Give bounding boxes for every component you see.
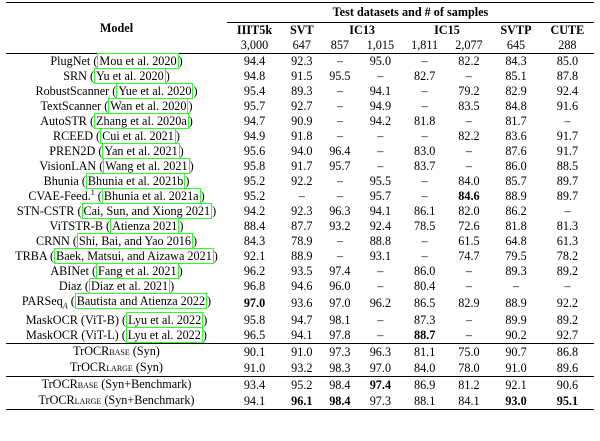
citation-link[interactable]: Yan et al. 2021 — [104, 144, 178, 158]
score-cell: – — [564, 279, 571, 293]
citation-link[interactable]: Cai, Sun, and Xiong 2021 — [83, 204, 211, 218]
model-label: TrOCR — [41, 377, 78, 392]
score-cell: – — [336, 129, 343, 143]
score-cell: 86.0 — [413, 264, 436, 278]
model-name: PlugNet ( Mou et al. 2020 ) — [50, 54, 183, 68]
score-cell: 92.1 — [243, 249, 266, 263]
score-cell: 61.3 — [556, 234, 579, 248]
score-cell: 92.2 — [291, 174, 313, 188]
model-size: BASE — [77, 381, 99, 391]
score-cell: 75.0 — [447, 344, 492, 361]
score-cell: 96.0 — [329, 279, 351, 293]
score-cell: – — [465, 114, 472, 128]
score-cell: 78.2 — [556, 249, 579, 263]
score-cell: 91.8 — [291, 129, 313, 143]
model-name: MaskOCR (ViT-L) ( Lyu et al. 2022 ) — [26, 328, 207, 343]
score-cell: 89.2 — [556, 264, 579, 278]
sample-count: 2,077 — [447, 38, 492, 54]
score-cell: – — [421, 84, 428, 98]
score-cell: 94.1 — [291, 328, 313, 343]
model-label: MaskOCR (ViT-L) — [26, 328, 119, 343]
model-name: CVAE-Feed.$^1$ ( Bhunia et al. 2021a ) — [28, 187, 205, 203]
score-cell: 97.3 — [322, 344, 358, 361]
footnote-mark: 1 — [90, 187, 95, 197]
dataset-header: SVTP — [500, 23, 532, 37]
score-cell: 93.1 — [369, 249, 392, 263]
score-cell: 89.7 — [556, 174, 579, 188]
score-cell: 94.0 — [291, 144, 313, 158]
score-cell: 94.7 — [243, 114, 266, 128]
table-row — [6, 204, 594, 219]
dataset-header: CUTE — [550, 23, 585, 37]
table-row — [6, 393, 594, 410]
table-row — [6, 234, 594, 249]
model-name: TRBA ( Baek, Matsui, and Aizawa 2021 ) — [15, 249, 218, 263]
sample-count: 1,015 — [358, 38, 403, 54]
score-cell: 91.6 — [556, 99, 579, 113]
score-cell: 95.1 — [541, 393, 594, 410]
score-cell: 91.7 — [556, 144, 579, 158]
model-label: Diaz — [58, 279, 82, 293]
score-cell: 98.1 — [329, 313, 351, 328]
score-cell: 88.9 — [505, 189, 527, 203]
score-cell: 95.2 — [243, 174, 266, 188]
score-cell: 83.5 — [458, 99, 480, 113]
score-cell: – — [421, 174, 428, 188]
score-cell: 81.2 — [447, 377, 492, 394]
score-cell: 94.9 — [243, 129, 266, 143]
score-cell: – — [336, 234, 343, 248]
score-cell: – — [336, 99, 343, 113]
score-cell: 90.6 — [541, 377, 594, 394]
score-cell: 95.2 — [282, 377, 322, 394]
score-cell: 83.6 — [505, 129, 527, 143]
score-cell: 87.7 — [291, 219, 313, 233]
score-cell: – — [377, 279, 384, 293]
table-row — [6, 219, 594, 234]
model-name: CRNN ( Shi, Bai, and Yao 2016 ) — [35, 234, 198, 248]
sample-count: 288 — [541, 38, 594, 54]
model-name: STN-CSTR ( Cai, Sun, and Xiong 2021 ) — [16, 204, 217, 218]
score-cell: 97.4 — [329, 264, 351, 278]
model-size: LARGE — [74, 397, 102, 407]
score-cell: 90.2 — [505, 328, 527, 343]
score-cell: 89.3 — [505, 264, 527, 278]
model-label: PARSeq — [21, 294, 63, 308]
model-label: TrOCR — [38, 393, 75, 408]
score-cell: 91.0 — [505, 360, 527, 375]
score-cell: 82.7 — [413, 69, 436, 83]
score-cell: – — [421, 234, 428, 248]
score-cell: – — [564, 204, 571, 218]
score-cell: – — [421, 54, 428, 68]
score-cell: 96.8 — [243, 279, 266, 293]
score-cell: 89.2 — [556, 313, 579, 328]
table-row — [6, 159, 594, 174]
score-cell: 95.2 — [243, 189, 266, 203]
score-cell: 98.4 — [322, 393, 358, 410]
model-name: TextScanner ( Wan et al. 2020 ) — [40, 99, 193, 113]
model-label: PlugNet — [50, 54, 91, 68]
score-cell: 89.6 — [556, 360, 579, 375]
score-cell: – — [465, 328, 472, 343]
score-cell: 94.9 — [369, 99, 392, 113]
score-cell: 72.6 — [458, 219, 480, 233]
model-name: PREN2D ( Yan et al. 2021 ) — [49, 144, 184, 158]
score-cell: 94.4 — [243, 54, 266, 68]
score-cell: 98.4 — [322, 377, 358, 394]
model-name: Diaz ( Diaz et al. 2021 ) — [58, 279, 175, 293]
score-cell: 82.9 — [505, 84, 527, 98]
score-cell: 84.1 — [447, 393, 492, 410]
model-suffix: (Syn) — [132, 360, 163, 375]
score-cell: 86.1 — [413, 204, 436, 218]
score-cell: 93.5 — [291, 264, 313, 278]
score-cell: 95.7 — [369, 189, 392, 203]
score-cell: 93.2 — [329, 219, 351, 233]
model-label: CVAE-Feed. — [28, 189, 91, 203]
citation-link[interactable]: Bautista and Atienza 2022 — [76, 294, 206, 308]
score-cell: 89.3 — [291, 84, 313, 98]
model-name: ViTSTR-B ( Atienza 2021 ) — [49, 219, 184, 233]
score-cell: 86.9 — [403, 377, 447, 394]
score-cell: 96.3 — [329, 204, 351, 218]
score-cell: 81.8 — [505, 219, 527, 233]
model-name — [6, 360, 227, 377]
score-cell: 93.6 — [291, 296, 313, 311]
score-cell: 95.4 — [243, 84, 266, 98]
score-cell: 82.2 — [458, 129, 480, 143]
table-row — [6, 279, 594, 294]
model-name — [6, 377, 227, 394]
score-cell: 91.7 — [291, 159, 313, 173]
model-suffix: (Syn) — [129, 344, 160, 359]
score-cell: 85.1 — [505, 69, 527, 83]
score-cell: 78.9 — [291, 234, 313, 248]
results-table — [6, 2, 594, 410]
score-cell: – — [336, 249, 343, 263]
score-cell: – — [465, 144, 472, 158]
table-row — [6, 114, 594, 129]
model-name: Bhunia ( Bhunia et al. 2021b ) — [43, 174, 190, 188]
model-suffix: (Syn+Benchmark) — [101, 393, 195, 408]
model-label: TrOCR — [73, 344, 110, 359]
score-cell: – — [336, 54, 343, 68]
sample-count: 857 — [322, 38, 358, 54]
table-row — [6, 294, 594, 313]
score-cell: 88.9 — [505, 296, 527, 311]
score-cell: 92.1 — [491, 377, 541, 394]
model-label: AutoSTR — [40, 114, 87, 128]
sample-count: 645 — [491, 38, 541, 54]
score-cell: – — [377, 159, 384, 173]
score-cell: 89.7 — [556, 189, 579, 203]
score-cell: 87.6 — [505, 144, 527, 158]
model-label: ViTSTR-B — [49, 219, 103, 233]
score-cell: 90.7 — [491, 344, 541, 361]
sample-count: 1,811 — [403, 38, 447, 54]
score-cell: 93.2 — [291, 360, 313, 375]
score-cell: 97.8 — [329, 328, 351, 343]
dataset-header: IIIT5k — [236, 23, 273, 37]
score-cell: – — [421, 189, 428, 203]
dataset-header: IC13 — [349, 23, 376, 37]
score-cell: 95.8 — [243, 313, 266, 328]
score-cell: – — [336, 84, 343, 98]
score-cell: 88.7 — [413, 328, 436, 343]
table-row — [6, 69, 594, 84]
table-row — [6, 129, 594, 144]
score-cell: 94.1 — [227, 393, 282, 410]
score-cell: 81.7 — [505, 114, 527, 128]
model-column-header: Model — [6, 3, 227, 54]
score-cell: – — [421, 249, 428, 263]
score-cell: 88.4 — [243, 219, 266, 233]
score-cell: 89.9 — [505, 313, 527, 328]
score-cell: 81.8 — [413, 114, 436, 128]
score-cell: 92.4 — [369, 219, 392, 233]
citation-link[interactable]: Zhang et al. 2020a — [96, 114, 187, 128]
score-cell: 97.3 — [358, 393, 403, 410]
score-cell: 83.7 — [413, 159, 436, 173]
score-cell: 96.2 — [243, 264, 266, 278]
model-label: RCEED — [53, 129, 93, 143]
score-cell: 87.3 — [413, 313, 436, 328]
table-row — [6, 313, 594, 328]
score-cell: 94.7 — [291, 313, 313, 328]
score-cell: – — [465, 264, 472, 278]
score-cell: – — [421, 129, 428, 143]
score-cell: 92.7 — [556, 328, 579, 343]
model-name: ABINet ( Fang et al. 2021 ) — [50, 264, 183, 278]
score-cell: 96.4 — [329, 144, 351, 158]
score-cell: 94.1 — [369, 84, 392, 98]
score-cell: 82.9 — [458, 296, 480, 311]
table-row — [6, 189, 594, 204]
table-row — [6, 174, 594, 189]
score-cell: 84.3 — [243, 234, 266, 248]
score-cell: – — [377, 328, 384, 343]
group-title: Test datasets and # of samples — [227, 3, 594, 23]
table-row — [6, 344, 594, 361]
model-label: SRN — [63, 69, 87, 83]
table-row — [6, 54, 594, 70]
citation-link[interactable]: Shi, Bai, and Yao 2016 — [78, 234, 191, 248]
score-cell: 92.3 — [291, 204, 313, 218]
score-cell: 88.5 — [556, 159, 579, 173]
model-name: RobustScanner ( Yue et al. 2020 ) — [35, 84, 198, 98]
table-row — [6, 377, 594, 394]
score-cell: 84.0 — [413, 360, 436, 375]
score-cell: 95.7 — [329, 159, 351, 173]
score-cell: 86.2 — [505, 204, 527, 218]
score-cell: 93.4 — [227, 377, 282, 394]
model-suffix: (Syn+Benchmark) — [98, 377, 192, 392]
score-cell: 93.0 — [491, 393, 541, 410]
model-label: MaskOCR (ViT-B) — [25, 313, 119, 328]
score-cell: 80.4 — [413, 279, 436, 293]
score-cell: 95.5 — [329, 69, 351, 83]
score-cell: 85.7 — [505, 174, 527, 188]
score-cell: 94.8 — [243, 69, 266, 83]
model-label: RobustScanner — [35, 84, 110, 98]
model-label: STN-CSTR — [16, 204, 75, 218]
score-cell: 92.4 — [556, 84, 579, 98]
score-cell: 84.6 — [458, 189, 480, 203]
citation-link[interactable]: Bhunia et al. 2021b — [87, 174, 184, 188]
score-cell: 79.5 — [505, 249, 527, 263]
score-cell: 78.0 — [458, 360, 480, 375]
score-cell: 96.5 — [243, 328, 266, 343]
score-cell: 84.0 — [458, 174, 480, 188]
score-cell: 79.2 — [458, 84, 480, 98]
score-cell: – — [298, 189, 305, 203]
score-cell: 92.3 — [291, 54, 313, 68]
citation-link[interactable]: Lyu et al. 2022 — [128, 313, 202, 328]
score-cell: – — [512, 279, 520, 293]
citation-link[interactable]: Fang et al. 2021 — [98, 264, 177, 278]
score-cell: 94.2 — [243, 204, 266, 218]
score-cell: 96.3 — [358, 344, 403, 361]
score-cell: 81.1 — [403, 344, 447, 361]
score-cell: – — [377, 313, 384, 328]
score-cell: 86.0 — [505, 159, 527, 173]
score-cell: – — [336, 189, 343, 203]
score-cell: 95.0 — [369, 54, 392, 68]
score-cell: 94.1 — [369, 204, 392, 218]
citation-link[interactable]: Baek, Matsui, and Aizawa 2021 — [56, 249, 212, 263]
score-cell: – — [465, 69, 472, 83]
dataset-header: IC15 — [434, 23, 460, 37]
score-cell: – — [336, 174, 343, 188]
score-cell: 91.0 — [282, 344, 322, 361]
score-cell: 90.1 — [227, 344, 282, 361]
dataset-header: SVT — [289, 23, 314, 37]
score-cell: – — [336, 114, 343, 128]
score-cell: 96.2 — [369, 296, 392, 311]
score-cell: – — [421, 99, 428, 113]
score-cell: 78.5 — [413, 219, 436, 233]
score-cell: 74.7 — [458, 249, 480, 263]
table-row — [6, 84, 594, 99]
model-label: TRBA — [15, 249, 47, 263]
table-row — [6, 360, 594, 377]
score-cell: 88.1 — [403, 393, 447, 410]
score-cell: – — [377, 69, 384, 83]
score-cell: 94.6 — [291, 279, 313, 293]
score-cell: – — [465, 313, 472, 328]
score-cell: 88.8 — [369, 234, 392, 248]
score-cell: – — [377, 264, 384, 278]
score-cell: 90.9 — [291, 114, 313, 128]
model-name — [6, 393, 227, 410]
table-row — [6, 264, 594, 279]
citation-link[interactable]: Yu et al. 2020 — [96, 69, 164, 83]
score-cell: 91.7 — [556, 129, 579, 143]
score-cell: 86.5 — [413, 296, 436, 311]
score-cell: 83.0 — [413, 144, 436, 158]
model-size: LARGE — [106, 364, 133, 374]
score-cell: 92.2 — [556, 296, 579, 311]
score-cell: 84.3 — [505, 54, 527, 68]
score-cell: 82.2 — [458, 54, 480, 68]
citation-link[interactable]: Mou et al. 2020 — [99, 54, 177, 68]
model-label: CRNN — [35, 234, 70, 248]
sample-count: 647 — [282, 38, 322, 54]
score-cell: 97.4 — [358, 377, 403, 394]
score-cell: 95.7 — [243, 99, 266, 113]
model-name: PARSeq$_A$ ( Bautista and Atienza 2022 ) — [21, 294, 212, 311]
score-cell: 95.8 — [243, 159, 266, 173]
score-cell: – — [377, 129, 384, 143]
citation-link[interactable]: Bhunia et al. 2021a — [103, 189, 199, 203]
score-cell: – — [564, 114, 571, 128]
citation-link[interactable]: Atienza 2021 — [112, 219, 178, 233]
model-name: AutoSTR ( Zhang et al. 2020a ) — [40, 114, 193, 128]
model-label: PREN2D — [49, 144, 96, 158]
score-cell: 88.9 — [291, 249, 313, 263]
score-cell: – — [465, 279, 472, 293]
citation-link[interactable]: Wan et al. 2020 — [110, 99, 187, 113]
citation-link[interactable]: Wang et al. 2021 — [105, 159, 188, 173]
table-row — [6, 249, 594, 264]
score-cell: – — [465, 159, 472, 173]
score-cell: 91.5 — [291, 69, 313, 83]
citation-link[interactable]: Lyu et al. 2022 — [127, 328, 201, 343]
model-name: SRN ( Yu et al. 2020 ) — [63, 69, 170, 83]
citation-link[interactable]: Cui et al. 2021 — [102, 129, 174, 143]
score-cell: 81.3 — [556, 219, 579, 233]
score-cell: 84.8 — [505, 99, 527, 113]
model-name: RCEED ( Cui et al. 2021 ) — [53, 129, 180, 143]
model-label: ABINet — [50, 264, 89, 278]
score-cell: 98.3 — [329, 360, 351, 375]
model-label: TrOCR — [70, 360, 107, 375]
score-cell: 95.6 — [243, 144, 266, 158]
score-cell: 92.7 — [291, 99, 313, 113]
score-cell: 86.8 — [541, 344, 594, 361]
model-name — [6, 344, 227, 361]
model-label: Bhunia — [43, 174, 79, 188]
score-cell: 87.8 — [556, 69, 579, 83]
score-cell: 61.5 — [458, 234, 480, 248]
model-label: TextScanner — [40, 99, 102, 113]
score-cell: 94.2 — [369, 114, 392, 128]
score-cell: 64.8 — [505, 234, 527, 248]
score-cell: 82.0 — [458, 204, 480, 218]
score-cell: – — [377, 144, 384, 158]
score-cell: 85.0 — [556, 54, 579, 68]
score-cell: 95.5 — [369, 174, 392, 188]
table-row — [6, 328, 594, 344]
model-size: BASE — [109, 348, 130, 358]
table-row — [6, 99, 594, 114]
model-name: VisionLAN ( Wang et al. 2021 ) — [39, 159, 194, 173]
model-name: MaskOCR (ViT-B) ( Lyu et al. 2022 ) — [25, 313, 208, 328]
score-cell: 97.0 — [329, 296, 351, 311]
sample-count: 3,000 — [227, 38, 282, 54]
score-cell: 97.0 — [369, 360, 392, 375]
citation-link[interactable]: Diaz et al. 2021 — [90, 279, 169, 293]
score-cell: 97.0 — [243, 296, 266, 311]
model-label: VisionLAN — [39, 159, 97, 173]
citation-link[interactable]: Yue et al. 2020 — [118, 84, 192, 98]
score-cell: 91.0 — [243, 360, 266, 375]
model-subscript: A — [62, 301, 68, 311]
score-cell: 96.1 — [282, 393, 322, 410]
table-row — [6, 144, 594, 159]
